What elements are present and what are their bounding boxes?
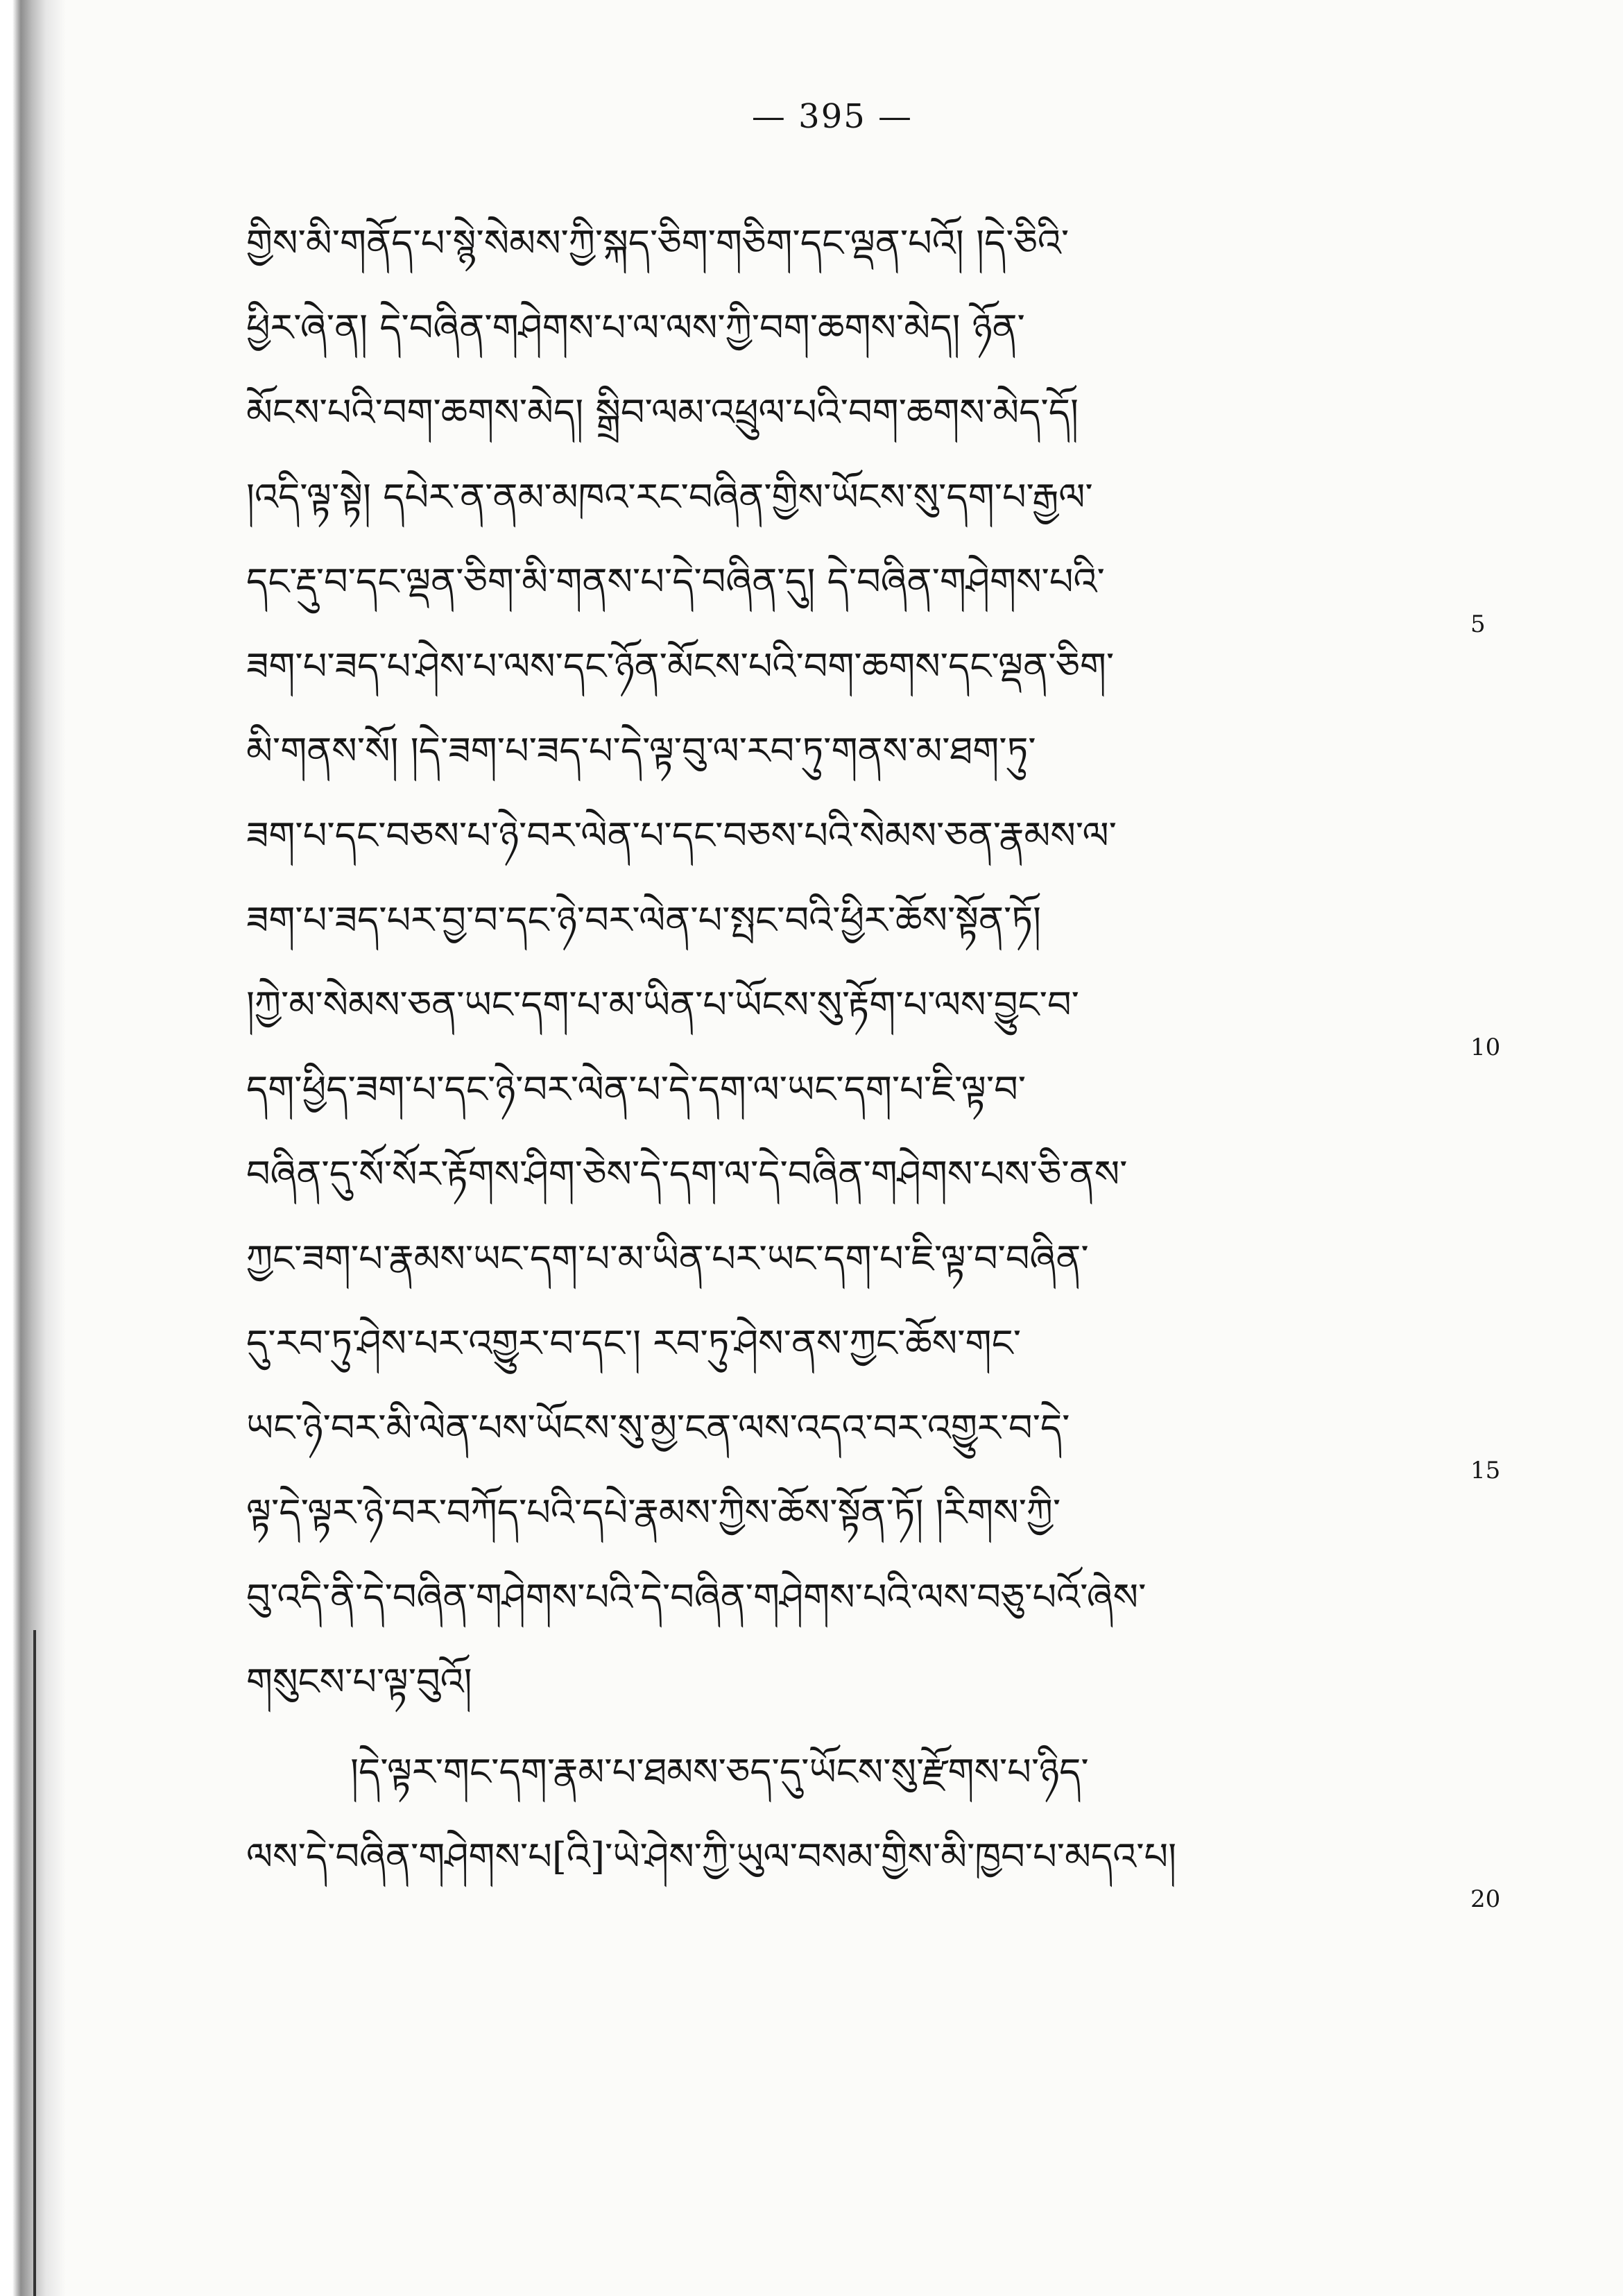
line-number-20: 20 — [1470, 1885, 1501, 1913]
text-line: ལས་དེ་བཞིན་གཤེགས་པ[འི]་ཡེ་ཤེས་ཀྱི་ཡུལ་བསམ་གྱིས་མི་ཁྱབ་པ་མདའ་པ། — [246, 1835, 1177, 1878]
text-line: དང་རྡུ་བ་དང་ལྡན་ཅིག་མི་གནས་པ་དེ་བཞིན་དུ། དེ་བཞིན་གཤེགས་པའི་ — [246, 560, 1105, 603]
text-line: དག་ཕྱིད་ཟག་པ་དང་ཉེ་བར་ལེན་པ་དེ་དག་ལ་ཡང་དག་པ་ཇི་ལྟ་བ་ — [246, 1068, 1027, 1111]
line-number-5: 5 — [1470, 610, 1486, 638]
text-line: ཟག་པ་ཟད་པ་ཤེས་པ་ལས་དང་ཉོན་མོངས་པའི་བག་ཆགས་དང་ལྡན་ཅིག་ — [246, 644, 1115, 688]
text-line: ཟག་པ་ཟད་པར་བྱ་བ་དང་ཉེ་བར་ལེན་པ་སྤང་བའི་ཕྱིར་ཆོས་སྟོན་ཏོ། — [246, 898, 1042, 942]
paragraph-start-line: །དེ་ལྟར་གང་དག་རྣམ་པ་ཐམས་ཅད་དུ་ཡོངས་སུ་རྫོགས་པ་ཉིད་ — [350, 1750, 1089, 1794]
binding-edge — [33, 1630, 36, 2296]
text-line: བཞིན་དུ་སོ་སོར་རྟོགས་ཤིག་ཅེས་དེ་དག་ལ་དེ་བཞིན་གཤེགས་པས་ཅི་ནས་ — [246, 1152, 1128, 1196]
text-line: ཡང་ཉེ་བར་མི་ལེན་པས་ཡོངས་སུ་མྱ་ངན་ལས་འདའ་བར་འགྱུར་བ་དེ་ — [246, 1406, 1070, 1450]
text-line: གསུངས་པ་ལྟ་བུའོ། — [246, 1660, 472, 1704]
text-line: ཕྱིར་ཞེ་ན། དེ་བཞིན་གཤེགས་པ་ལ་ལས་ཀྱི་བག་ཆགས་མེད། ཉོན་ — [246, 306, 1025, 350]
text-line: ལྟ་དེ་ལྟར་ཉེ་བར་བཀོད་པའི་དཔེ་རྣམས་ཀྱིས་ཆོས་སྟོན་ཏོ། །རིགས་ཀྱི་ — [246, 1491, 1061, 1534]
text-line: གྱིས་མི་གནོད་པ་སྙེ་སེམས་ཀྱི་སྐད་ཅིག་གཅིག་དང་ལྡན་པའོ། །དེ་ཅིའི་ — [246, 221, 1070, 265]
tibetan-text-block — [246, 201, 1481, 1899]
text-line: མོངས་པའི་བག་ཆགས་མེད། སྒྲིབ་ལམ་འཕྲུལ་པའི་བག་ཆགས་མེད་དོ། — [246, 391, 1079, 434]
text-line: ཀྱང་ཟག་པ་རྣམས་ཡང་དག་པ་མ་ཡིན་པར་ཡང་དག་པ་ཇི་ལྟ་བ་བཞིན་ — [246, 1237, 1089, 1280]
text-line: །འདི་ལྟ་སྟེ། དཔེར་ན་ནམ་མཁའ་རང་བཞིན་གྱིས་ཡོངས་སུ་དག་པ་རྒྱལ་ — [246, 475, 1093, 519]
text-line: མི་གནས་སོ། །དེ་ཟག་པ་ཟད་པ་དེ་ལྟ་བུ་ལ་རབ་ཏུ་གནས་མ་ཐག་ཏུ་ — [246, 729, 1036, 773]
line-number-10: 10 — [1470, 1034, 1501, 1061]
text-line: ཟག་པ་དང་བཅས་པ་ཉེ་བར་ལེན་པ་དང་བཅས་པའི་སེམས་ཅན་རྣམས་ལ་ — [246, 814, 1117, 857]
page-number: — 395 — — [751, 97, 913, 136]
text-line: དུ་རབ་ཏུ་ཤེས་པར་འགྱུར་བ་དང་། རབ་ཏུ་ཤེས་ནས་ཀྱང་ཆོས་གང་ — [246, 1321, 1022, 1365]
text-line: །ཀྱེ་མ་སེམས་ཅན་ཡང་དག་པ་མ་ཡིན་པ་ཡོངས་སུ་རྟོག་པ་ལས་བྱུང་བ་ — [246, 983, 1079, 1027]
line-number-15: 15 — [1470, 1457, 1501, 1484]
text-line: བུ་འདི་ནི་དེ་བཞིན་གཤེགས་པའི་དེ་བཞིན་གཤེགས་པའི་ལས་བཅུ་པའོ་ཞེས་ — [246, 1575, 1147, 1619]
